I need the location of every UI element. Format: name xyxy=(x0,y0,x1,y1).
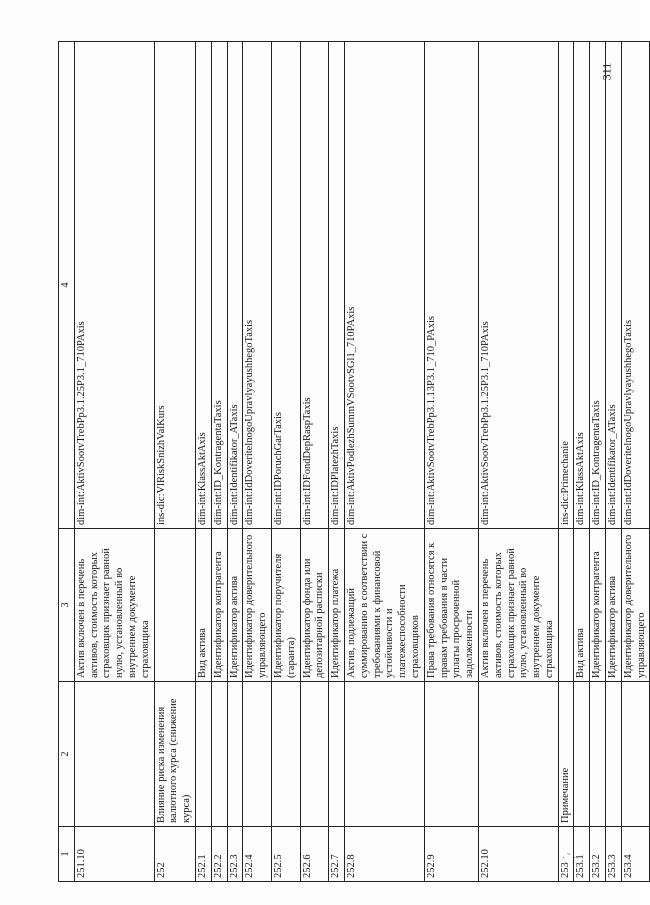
scan-artifact: · ˘ · xyxy=(562,852,576,862)
row-description: Идентификатор контрагента xyxy=(590,529,606,682)
row-element: dim-int:IDPlatezhTaxis xyxy=(329,42,345,529)
row-element: dim-int:AktivSootvTrebPp3.1.25P3.1_710PAxis xyxy=(478,42,558,529)
row-name xyxy=(606,682,622,827)
row-name xyxy=(243,682,272,827)
row-code: 252.1 xyxy=(195,827,211,882)
row-description: Вид актива xyxy=(195,529,211,682)
row-name xyxy=(74,682,154,827)
table-row xyxy=(424,42,478,882)
row-name xyxy=(424,682,478,827)
row-name: Влияние риска изменения валютного курса (снижение курса) xyxy=(154,682,195,827)
table-row xyxy=(195,42,211,882)
table-row xyxy=(558,42,574,882)
taxonomy-table xyxy=(58,41,650,882)
row-name xyxy=(329,682,345,827)
table-row xyxy=(344,42,424,882)
row-name xyxy=(621,682,650,827)
row-element: dim-int:KlassAktAxis xyxy=(195,42,211,529)
row-name: Примечание xyxy=(558,682,574,827)
row-description: Актив включен в перечень активов, стоимость которых страховщик признает равной нулю, установленный во внутреннем документе страховщика xyxy=(478,529,558,682)
row-code: 252.5 xyxy=(271,827,300,882)
row-name xyxy=(195,682,211,827)
row-description xyxy=(558,529,574,682)
row-code: 253.4 xyxy=(621,827,650,882)
row-description: Вид актива xyxy=(574,529,590,682)
row-code: 252.6 xyxy=(300,827,329,882)
row-name xyxy=(227,682,243,827)
table-row xyxy=(606,42,622,882)
row-element: dim-int:KlassAktAxis xyxy=(574,42,590,529)
row-description: Идентификатор актива xyxy=(606,529,622,682)
row-description: Идентификатор поручителя (гаранта) xyxy=(271,529,300,682)
table-row xyxy=(227,42,243,882)
row-code: 253.1 xyxy=(574,827,590,882)
header-cell-3: 3 xyxy=(59,529,75,682)
row-code: 252.9 xyxy=(424,827,478,882)
header-cell-1: 1 xyxy=(59,827,75,882)
row-element: dim-int:ID_KontragentaTaxis xyxy=(590,42,606,529)
table-row xyxy=(300,42,329,882)
row-description xyxy=(154,529,195,682)
row-code: 252.8 xyxy=(344,827,424,882)
row-element: dim-int:AktivPodlezhSummVSootvSGl1_710PAxis xyxy=(344,42,424,529)
row-description: Идентификатор доверительного управляющего xyxy=(621,529,650,682)
row-code: 252.7 xyxy=(329,827,345,882)
row-description: Идентификатор фонда или депозитарной расписки xyxy=(300,529,329,682)
row-element: dim-int:Identifikator_ATaxis xyxy=(606,42,622,529)
row-element: dim-int:AktivSootvTrebPp3.1.13P3.1_710_PAxis xyxy=(424,42,478,529)
row-description: Идентификатор платежа xyxy=(329,529,345,682)
row-code: 252.10 xyxy=(478,827,558,882)
page-number: 311 xyxy=(599,62,614,81)
table-row xyxy=(621,42,650,882)
table-row xyxy=(574,42,590,882)
table-row xyxy=(329,42,345,882)
row-description: Идентификатор контрагента xyxy=(211,529,227,682)
row-element: dim-int:ID_KontragentaTaxis xyxy=(211,42,227,529)
table-row xyxy=(211,42,227,882)
header-row xyxy=(59,42,75,882)
header-cell-2: 2 xyxy=(59,682,75,827)
row-element: dim-int:IdDoveritelnogoUpravlyayushhegoTaxis xyxy=(243,42,272,529)
row-description: Актив включен в перечень активов, стоимость которых страховщик признает равной нулю, установленный во внутреннем документе страховщика xyxy=(74,529,154,682)
row-code: 252.3 xyxy=(227,827,243,882)
row-name xyxy=(590,682,606,827)
row-name xyxy=(344,682,424,827)
row-description: Идентификатор доверительного управляющего xyxy=(243,529,272,682)
row-name xyxy=(300,682,329,827)
rotated-table-container xyxy=(58,42,647,882)
row-description: Права требования относятся к правам требования в части уплаты просроченной задолженности xyxy=(424,529,478,682)
row-code: 252.4 xyxy=(243,827,272,882)
table-row xyxy=(154,42,195,882)
row-element: ins-dic:VlRiskSnizhValKurs xyxy=(154,42,195,529)
row-element: dim-int:AktivSootvTrebPp3.1.25P3.1_710PAxis xyxy=(74,42,154,529)
row-element: dim-int:IDFondDepRaspTaxis xyxy=(300,42,329,529)
row-element: dim-int:Identifikator_ATaxis xyxy=(227,42,243,529)
row-element: ins-dic:Primechanie xyxy=(558,42,574,529)
row-name xyxy=(271,682,300,827)
table-row xyxy=(243,42,272,882)
row-name xyxy=(574,682,590,827)
row-name xyxy=(478,682,558,827)
table-row xyxy=(478,42,558,882)
row-code: 251.10 xyxy=(74,827,154,882)
row-description: Актив, подлежащий суммированию в соответствии с требованиями к финансовой устойчивости и платежеспособности страховщиков xyxy=(344,529,424,682)
table-row xyxy=(74,42,154,882)
table-row xyxy=(590,42,606,882)
row-code: 253.2 xyxy=(590,827,606,882)
row-element: dim-int:IDPoruchGarTaxis xyxy=(271,42,300,529)
header-cell-4: 4 xyxy=(59,42,75,529)
row-code: 252.2 xyxy=(211,827,227,882)
row-element: dim-int:IdDoveritelnogoUpravlyayushhegoTaxis xyxy=(621,42,650,529)
row-code: 252 xyxy=(154,827,195,882)
table-body xyxy=(74,42,650,882)
row-code: 253 xyxy=(558,827,574,882)
table-row xyxy=(271,42,300,882)
row-description: Идентификатор актива xyxy=(227,529,243,682)
row-code: 253.3 xyxy=(606,827,622,882)
row-name xyxy=(211,682,227,827)
